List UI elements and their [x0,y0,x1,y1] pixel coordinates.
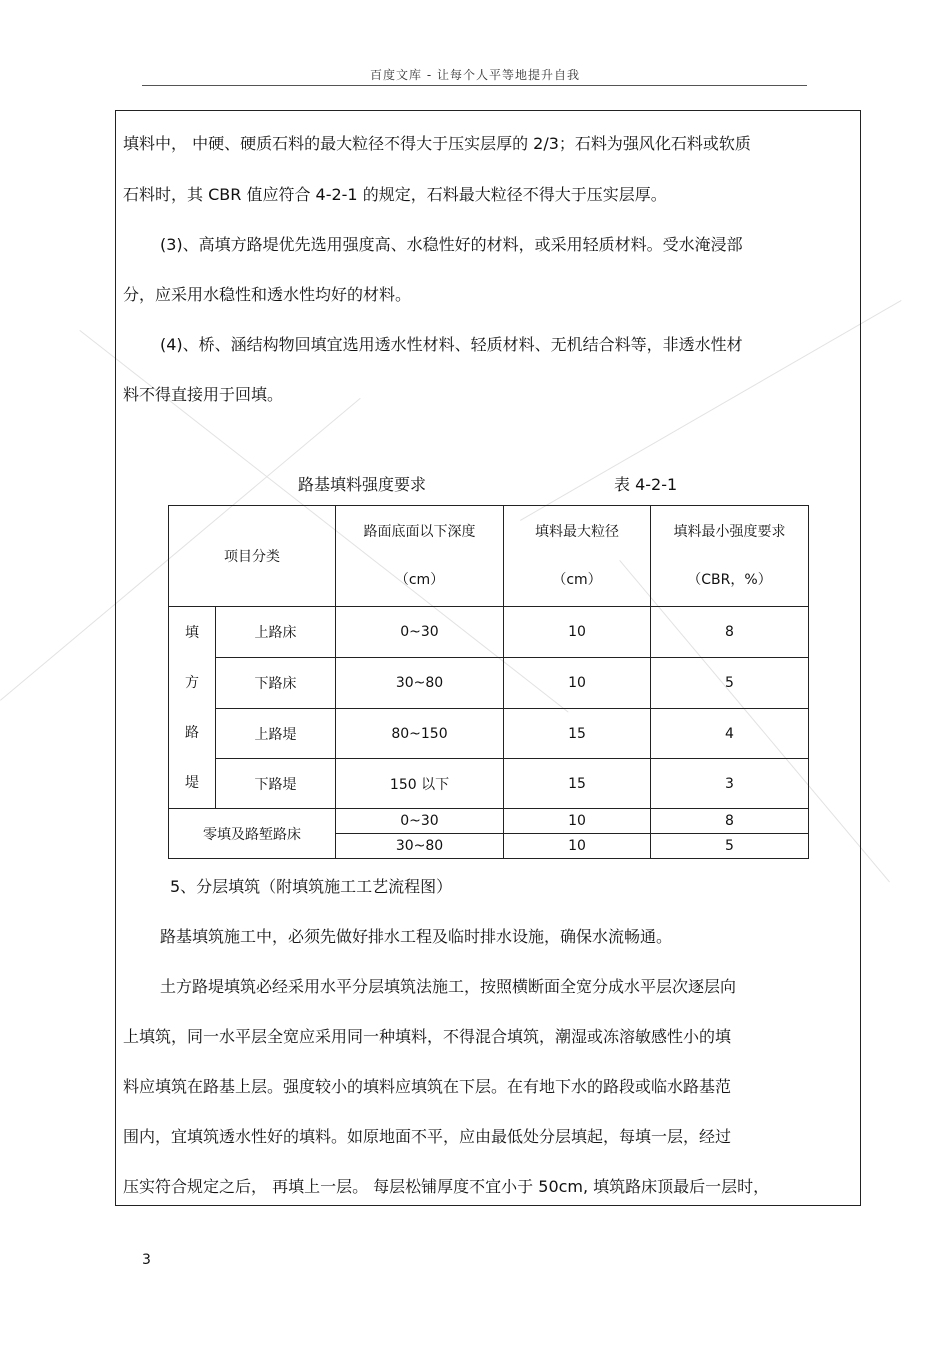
row-size: 10 [504,809,651,834]
row-size: 15 [504,709,651,759]
row-cbr: 8 [651,809,809,834]
row-depth: 0~30 [336,607,504,658]
paragraph-line: 料应填筑在路基上层。强度较小的填料应填筑在下层。在有地下水的路段或临水路基范 [123,1077,732,1096]
row-depth: 150 以下 [336,759,504,809]
row-cbr: 5 [651,658,809,709]
header-size-title: 填料最大粒径 [535,524,619,540]
page-header: 百度文库 - 让每个人平等地提升自我 [370,68,580,82]
paragraph-line: 分，应采用水稳性和透水性均好的材料。 [123,285,412,304]
group-label-fill-embankment [169,607,216,809]
paragraph-line: (4)、桥、涵结构物回填宜选用透水性材料、轻质材料、无机结合料等，非透水性材 [160,335,743,354]
row-name: 上路床 [216,607,336,658]
paragraph-line: 压实符合规定之后， 再填上一层。 每层松铺厚度不宜小于 50cm, 填筑路床顶最后一层时， [123,1177,770,1196]
row-cbr: 4 [651,709,809,759]
group-label-char: 方 [185,674,199,691]
row-cbr: 3 [651,759,809,809]
table-caption: 路基填料强度要求 [298,475,427,494]
paragraph-line: 料不得直接用于回填。 [123,385,284,404]
paragraph-line: 上填筑，同一水平层全宽应采用同一种填料，不得混合填筑，潮湿或冻溶敏感性小的填 [123,1027,732,1046]
row-name: 下路堤 [216,759,336,809]
header-depth [336,506,504,607]
row-size: 10 [504,607,651,658]
header-size [504,506,651,607]
row-depth: 30~80 [336,658,504,709]
strength-table [168,505,809,859]
row-size: 10 [504,658,651,709]
table-number: 表 4-2-1 [614,475,678,494]
paragraph-line: 石料时，其 CBR 值应符合 4-2-1 的规定，石料最大粒径不得大于压实层厚。 [123,185,667,204]
row-name: 上路堤 [216,709,336,759]
row-size: 10 [504,834,651,859]
header-depth-title: 路面底面以下深度 [363,524,476,540]
row-depth: 80~150 [336,709,504,759]
row-cbr: 8 [651,607,809,658]
group-label-char: 填 [185,624,199,641]
header-divider [142,85,807,86]
header-depth-unit: （cm） [394,572,445,588]
row-size: 15 [504,759,651,809]
header-cbr-title: 填料最小强度要求 [673,524,786,540]
header-category: 项目分类 [169,506,336,607]
paragraph-line: (3)、高填方路堤优先选用强度高、水稳性好的材料，或采用轻质材料。受水淹浸部 [160,235,743,254]
header-cbr-unit: （CBR，%） [687,572,772,588]
paragraph-line: 填料中， 中硬、硬质石料的最大粒径不得大于压实层厚的 2/3；石料为强风化石料或软质 [123,134,751,153]
paragraph-line: 土方路堤填筑必经采用水平分层填筑法施工，按照横断面全宽分成水平层次逐层向 [160,977,737,996]
row-cbr: 5 [651,834,809,859]
group-label-char: 路 [185,724,199,741]
row-depth: 0~30 [336,809,504,834]
row-name: 下路床 [216,658,336,709]
header-cbr [651,506,809,607]
paragraph-line: 路基填筑施工中，必须先做好排水工程及临时排水设施，确保水流畅通。 [160,927,673,946]
row-depth: 30~80 [336,834,504,859]
section-heading: 5、分层填筑（附填筑施工工艺流程图） [170,877,453,896]
header-size-unit: （cm） [552,572,602,588]
paragraph-line: 围内，宜填筑透水性好的填料。如原地面不平，应由最低处分层填起，每填一层，经过 [123,1127,732,1146]
group-label-char: 堤 [185,774,199,791]
group-label-zero-fill: 零填及路堑路床 [169,809,336,859]
page-number: 3 [142,1252,151,1268]
